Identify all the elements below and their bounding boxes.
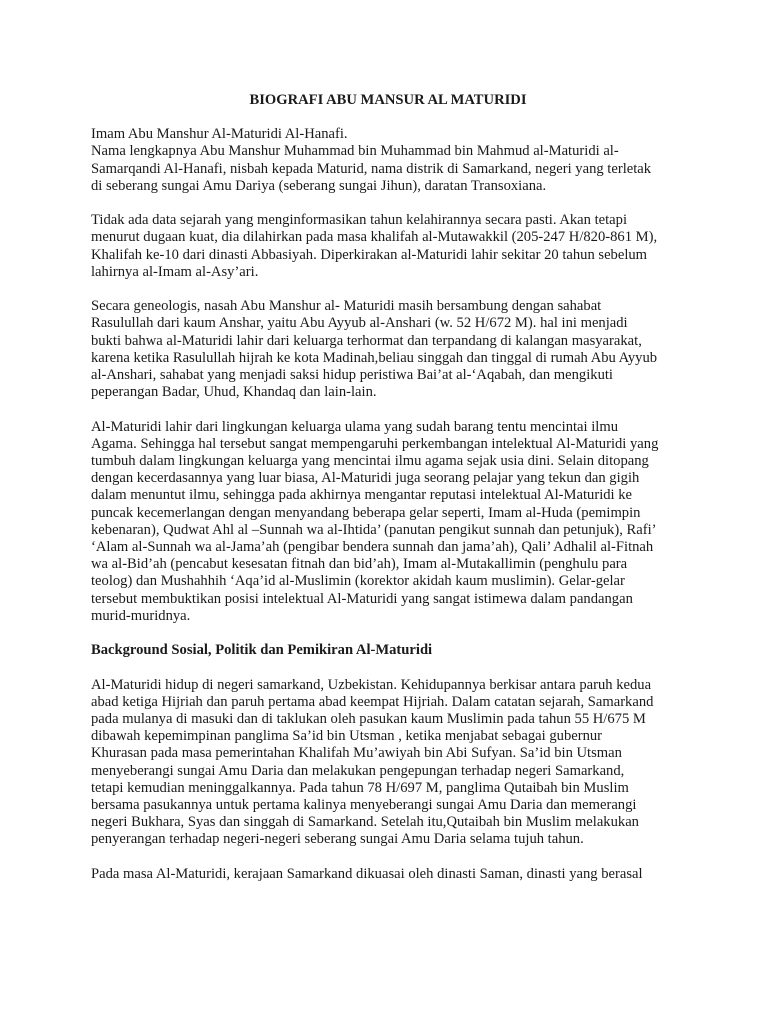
text-line: Rasulullah dari kaum Anshar, yaitu Abu Ayyub al-Anshari (w. 52 H/672 M). hal ini menjadi — [91, 315, 628, 332]
text-line: tumbuh dalam lingkungan keluarga yang mencintai ilmu agama sejak usia dini. Selain ditopang — [91, 453, 649, 470]
text-line: murid-muridnya. — [91, 607, 191, 624]
paragraph-intro — [91, 126, 671, 195]
text-line: peperangan Badar, Uhud, Khandaq dan lain-lain. — [91, 384, 377, 401]
text-line: Al-Maturidi lahir dari lingkungan keluarga ulama yang sudah barang tentu mencintai ilmu — [91, 418, 618, 435]
paragraph-lineage — [91, 298, 671, 401]
text-line: negeri Bukhara, Syas dan singgah di Samarkand. Setelah itu,Qutaibah bin Muslim melakukan — [91, 814, 639, 831]
text-line: menyeberangi sungai Amu Daria dan melakukan pengepungan terhadap negeri Samarkand, — [91, 762, 625, 779]
section-heading: Background Sosial, Politik dan Pemikiran Al-Maturidi — [91, 642, 433, 659]
text-line: dibawah kepemimpinan panglima Sa’id bin Utsman , ketika menjabat sebagai gubernur — [91, 728, 603, 745]
text-line: bukti bahwa al-Maturidi lahir dari keluarga terhormat dan terpandang di kalangan masyarakat, — [91, 332, 642, 349]
paragraph-background — [91, 677, 671, 849]
text-line: dengan kecerdasannya yang luar biasa, Al-Maturidi juga seorang pelajar yang tekun dan gigih — [91, 470, 640, 487]
text-line: Pada masa Al-Maturidi, kerajaan Samarkand dikuasai oleh dinasti Saman, dinasti yang berasal — [91, 865, 643, 882]
text-line: Samarqandi Al-Hanafi, nisbah kepada Maturid, nama distrik di Samarkand, negeri yang terletak — [91, 160, 652, 177]
text-line: teolog) dan Mushahhih ‘Aqa’id al-Muslimin (korektor akidah kaum muslimin). Gelar-gelar — [91, 573, 625, 590]
text-line: tetapi kemudian meninggalkannya. Pada tahun 78 H/697 M, panglima Qutaibah bin Muslim — [91, 779, 629, 796]
text-line: al-Anshari, sahabat yang menjadi saksi hidup peristiwa Bai’at al-‘Aqabah, dan mengikuti — [91, 367, 613, 384]
text-line: Secara geneologis, nasah Abu Manshur al- Maturidi masih bersambung dengan sahabat — [91, 298, 602, 315]
text-line: puncak kecemerlangan dengan menyandang beberapa gelar seperti, Imam al-Huda (pemimpin — [91, 504, 641, 521]
text-line: ‘Alam al-Sunnah wa al-Jama’ah (pengibar bendera sunnah dan jama’ah), Qali’ Adhalil al-Fitnah — [91, 539, 654, 556]
text-line: Khurasan pada masa pemerintahan Khalifah Mu’awiyah bin Abi Sufyan. Sa’id bin Utsman — [91, 745, 622, 762]
text-line: tersebut membuktikan posisi intelektual Al-Maturidi yang sangat istimewa dalam pandangan — [91, 590, 633, 607]
text-line: Khalifah ke-10 dari dinasti Abbasiyah. Diperkirakan al-Maturidi lahir sekitar 20 tahun sebelum — [91, 246, 648, 263]
text-line: pada mulanya di masuki dan di taklukan oleh pasukan kaum Muslimin pada tahun 55 H/675 M — [91, 711, 646, 728]
paragraph-saman — [91, 866, 671, 883]
text-line: bersama pasukannya untuk pertama kalinya menyeberangi sungai Amu Daria dan memerangi — [91, 797, 637, 814]
text-line: dalam menuntut ilmu, sehingga pada akhirnya mengantar reputasi intelektual Al-Maturidi ke — [91, 487, 633, 504]
text-line: Tidak ada data sejarah yang menginformasikan tahun kelahirannya secara pasti. Akan tetapi — [91, 212, 627, 229]
text-line: menurut dugaan kuat, dia dilahirkan pada masa khalifah al-Mutawakkil (205-247 H/820-861 M), — [91, 229, 658, 246]
text-line: penyerangan terhadap negeri-negeri seberang sungai Amu Daria selama tujuh tahun. — [91, 831, 584, 848]
text-line: karena ketika Rasulullah hijrah ke kota Madinah,beliau singgah dan tinggal di rumah Abu Ayyub — [91, 349, 658, 366]
document-body — [91, 92, 671, 900]
text-line: lahirnya al-Imam al-Asy’ari. — [91, 263, 259, 280]
text-line: kebenaran), Qudwat Ahl al –Sunnah wa al-Ihtida’ (panutan pengikut sunnah dan petunjuk), Rafi’ — [91, 521, 657, 538]
text-line: di seberang sungai Amu Dariya (seberang sungai Jihun), daratan Transoxiana. — [91, 177, 547, 194]
text-line: wa al-Bid’ah (pencabut kesesatan fitnah dan bid’ah), Imam al-Mutakallimin (penghulu para — [91, 556, 628, 573]
paragraph-family — [91, 419, 671, 625]
text-line: Imam Abu Manshur Al-Maturidi Al-Hanafi. — [91, 126, 348, 143]
text-line: Agama. Sehingga hal tersebut sangat mempengaruhi perkembangan intelektual Al-Maturidi yang — [91, 435, 659, 452]
document-title: BIOGRAFI ABU MANSUR AL MATURIDI — [249, 92, 527, 108]
paragraph-birth — [91, 212, 671, 281]
text-line: abad ketiga Hijriah dan paruh pertama abad keempat Hijriah. Dalam catatan sejarah, Samarkand — [91, 693, 654, 710]
text-line: Nama lengkapnya Abu Manshur Muhammad bin Muhammad bin Mahmud al-Maturidi al- — [91, 143, 619, 160]
text-line: Al-Maturidi hidup di negeri samarkand, Uzbekistan. Kehidupannya berkisar antara paruh kedua — [91, 676, 652, 693]
